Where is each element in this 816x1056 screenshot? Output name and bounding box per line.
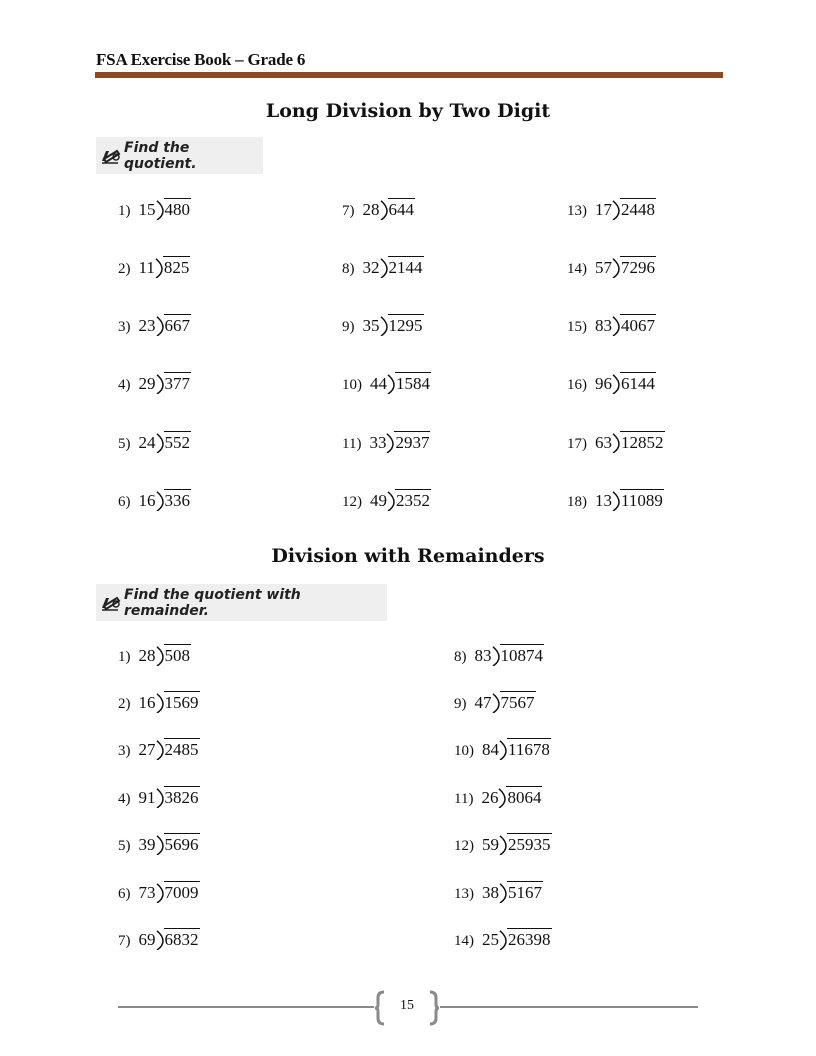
divisor: 73 [138, 883, 156, 902]
division-problem [567, 310, 656, 336]
problem-number: 13) [454, 886, 474, 902]
dividend: 2937 [395, 433, 430, 452]
divisor: 17 [595, 200, 612, 219]
division-bracket-icon [156, 883, 164, 903]
divisor: 16 [138, 491, 156, 510]
dividend: 25935 [508, 835, 551, 854]
dividend: 26398 [508, 930, 551, 949]
division-bracket-icon [156, 835, 164, 855]
divisor: 96 [595, 374, 612, 393]
division-problem [342, 368, 431, 394]
division-problem [567, 368, 656, 394]
dividend: 480 [164, 200, 190, 219]
divisor: 27 [138, 740, 156, 759]
problem-number: 14) [454, 933, 474, 949]
divisor: 57 [595, 258, 612, 277]
problem-number: 12) [342, 494, 362, 510]
division-bracket-icon [156, 433, 164, 453]
division-problem [118, 687, 200, 713]
problem-number: 16) [567, 377, 587, 393]
problem-number: 4) [118, 791, 131, 807]
problem-number: 17) [567, 436, 587, 452]
dividend: 2448 [621, 200, 655, 219]
problem-number: 9) [342, 319, 355, 335]
footer-line-left [118, 1006, 374, 1008]
dividend: 825 [163, 258, 190, 277]
dividend: 7567 [500, 693, 535, 712]
division-bracket-icon [380, 316, 388, 336]
division-problem [454, 877, 543, 903]
division-bracket-icon [156, 646, 164, 666]
division-problem [118, 924, 200, 950]
divisor: 33 [369, 433, 387, 452]
dividend: 377 [164, 374, 190, 393]
problem-number: 1) [118, 203, 131, 219]
division-bracket-icon [492, 646, 500, 666]
dividend: 644 [388, 200, 414, 219]
problem-number: 2) [118, 696, 131, 712]
division-problem [118, 782, 200, 808]
problem-number: 1) [118, 649, 131, 665]
problem-number: 7) [118, 933, 131, 949]
pencil-icon [100, 147, 122, 165]
divisor: 23 [138, 316, 156, 335]
divisor: 35 [362, 316, 380, 335]
divisor: 16 [138, 693, 156, 712]
division-bracket-icon [612, 491, 620, 511]
pencil-icon [100, 594, 122, 612]
divisor: 39 [138, 835, 156, 854]
problem-number: 4) [118, 377, 131, 393]
dividend: 1569 [164, 693, 199, 712]
dividend: 2485 [164, 740, 199, 759]
divisor: 32 [362, 258, 380, 277]
division-problem [118, 734, 200, 760]
division-bracket-icon [156, 316, 164, 336]
problem-number: 3) [118, 743, 131, 759]
divisor: 84 [482, 740, 499, 759]
division-bracket-icon [380, 200, 388, 220]
division-bracket-icon [156, 740, 164, 760]
dividend: 336 [164, 491, 190, 510]
dividend: 1295 [388, 316, 423, 335]
division-bracket-icon [498, 788, 506, 808]
division-bracket-icon [156, 200, 164, 220]
divisor: 11 [138, 258, 155, 277]
division-bracket-icon [492, 693, 500, 713]
dividend: 5696 [164, 835, 199, 854]
section-title-remainders: Division with Remainders [271, 545, 545, 567]
divisor: 26 [481, 788, 499, 807]
divisor: 25 [482, 930, 499, 949]
problem-number: 15) [567, 319, 587, 335]
problem-number: 13) [567, 203, 587, 219]
division-problem [454, 829, 552, 855]
dividend: 12852 [621, 433, 664, 452]
division-problem [342, 194, 415, 220]
divisor: 59 [482, 835, 499, 854]
problem-number: 8) [342, 261, 355, 277]
division-problem [454, 640, 544, 666]
divisor: 83 [474, 646, 492, 665]
division-problem [454, 782, 542, 808]
division-bracket-icon [612, 200, 620, 220]
divisor: 28 [362, 200, 380, 219]
division-bracket-icon [499, 740, 507, 760]
problem-number: 14) [567, 261, 587, 277]
dividend: 7009 [164, 883, 199, 902]
divisor: 83 [595, 316, 612, 335]
problem-number: 3) [118, 319, 131, 335]
problem-number: 12) [454, 838, 474, 854]
problem-number: 6) [118, 886, 131, 902]
divisor: 29 [138, 374, 156, 393]
divisor: 44 [370, 374, 387, 393]
problem-number: 11) [342, 436, 362, 452]
dividend: 8064 [507, 788, 542, 807]
division-problem [567, 427, 665, 453]
problem-number: 10) [342, 377, 362, 393]
division-problem [567, 252, 656, 278]
division-problem [342, 485, 431, 511]
dividend: 11678 [508, 740, 550, 759]
division-problem [454, 734, 551, 760]
dividend: 508 [164, 646, 190, 665]
dividend: 4067 [621, 316, 655, 335]
problem-number: 10) [454, 743, 474, 759]
division-problem [342, 310, 424, 336]
division-problem [118, 310, 191, 336]
problem-number: 11) [454, 791, 474, 807]
division-problem [118, 194, 191, 220]
dividend: 7296 [621, 258, 655, 277]
dividend: 6144 [621, 374, 655, 393]
division-problem [567, 485, 664, 511]
division-bracket-icon [156, 374, 164, 394]
division-problem [567, 194, 656, 220]
section-title-long-division: Long Division by Two Digit [265, 100, 551, 122]
division-bracket-icon [612, 374, 620, 394]
division-bracket-icon [387, 374, 395, 394]
instruction-text: Find the quotient with remainder. [124, 586, 301, 619]
divisor: 63 [595, 433, 612, 452]
problem-number: 8) [454, 649, 467, 665]
division-problem [454, 924, 552, 950]
dividend: 11089 [621, 491, 663, 510]
dividend: 552 [164, 433, 190, 452]
header-rule [95, 72, 723, 78]
divisor: 69 [138, 930, 156, 949]
divisor: 47 [474, 693, 492, 712]
division-bracket-icon [612, 433, 620, 453]
instruction-text: Find the quotient. [124, 139, 197, 172]
division-problem [118, 485, 191, 511]
division-bracket-icon [156, 693, 164, 713]
problem-number: 5) [118, 436, 131, 452]
divisor: 38 [482, 883, 499, 902]
division-problem [342, 427, 430, 453]
division-problem [118, 252, 190, 278]
dividend: 667 [164, 316, 190, 335]
divisor: 15 [138, 200, 156, 219]
division-bracket-icon [387, 491, 395, 511]
divisor: 49 [370, 491, 387, 510]
problem-number: 2) [118, 261, 131, 277]
instruction-box [96, 137, 263, 174]
dividend: 3826 [164, 788, 199, 807]
dividend: 5167 [508, 883, 542, 902]
division-bracket-icon [380, 258, 388, 278]
footer-line-right [440, 1006, 698, 1008]
divisor: 24 [138, 433, 156, 452]
division-bracket-icon [156, 930, 164, 950]
division-problem [118, 829, 200, 855]
division-problem [118, 877, 200, 903]
dividend: 1584 [396, 374, 430, 393]
division-problem [118, 640, 191, 666]
dividend: 2352 [396, 491, 430, 510]
division-bracket-icon [155, 258, 163, 278]
dividend: 2144 [388, 258, 423, 277]
header-title: FSA Exercise Book – Grade 6 [96, 50, 306, 69]
division-bracket-icon [499, 930, 507, 950]
problem-number: 6) [118, 494, 131, 510]
problem-number: 7) [342, 203, 355, 219]
division-bracket-icon [499, 835, 507, 855]
problem-number: 9) [454, 696, 467, 712]
division-problem [342, 252, 424, 278]
division-bracket-icon [499, 883, 507, 903]
dividend: 10874 [500, 646, 543, 665]
divisor: 13 [595, 491, 612, 510]
division-problem [118, 427, 191, 453]
instruction-box [96, 584, 387, 621]
division-bracket-icon [612, 258, 620, 278]
division-problem [118, 368, 191, 394]
divisor: 91 [138, 788, 156, 807]
division-bracket-icon [612, 316, 620, 336]
page-number: 15 [400, 998, 414, 1013]
division-problem [454, 687, 536, 713]
problem-number: 18) [567, 494, 587, 510]
dividend: 6832 [164, 930, 199, 949]
problem-number: 5) [118, 838, 131, 854]
divisor: 28 [138, 646, 156, 665]
division-bracket-icon [386, 433, 394, 453]
division-bracket-icon [156, 788, 164, 808]
division-bracket-icon [156, 491, 164, 511]
